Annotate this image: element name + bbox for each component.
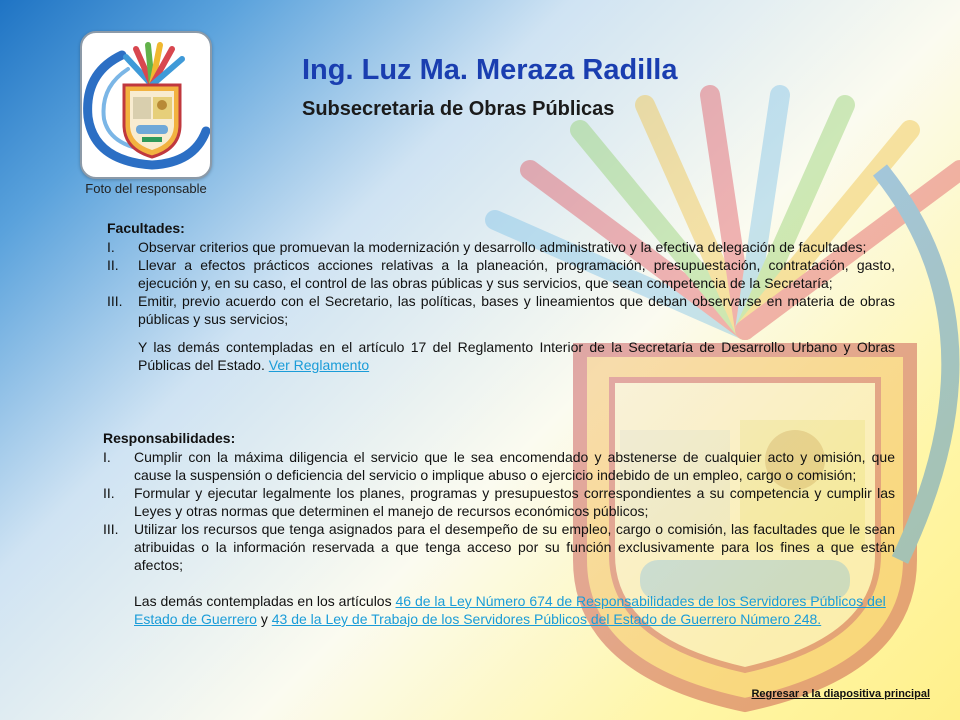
ver-reglamento-link[interactable]: Ver Reglamento (268, 357, 370, 373)
list-item (107, 292, 895, 328)
responsabilidades-closing (134, 592, 895, 628)
list-item-number: I. (107, 239, 115, 255)
facultades-list (107, 238, 895, 328)
list-item-number: II. (103, 485, 115, 501)
official-role: Subsecretaria de Obras Públicas (302, 98, 615, 120)
list-item (103, 484, 895, 520)
list-item (103, 520, 895, 574)
photo-caption: Foto del responsable (85, 181, 207, 196)
official-name: Ing. Luz Ma. Meraza Radilla (302, 54, 678, 86)
photo-frame (80, 31, 212, 179)
list-item-text: Utilizar los recursos que tenga asignados para el desempeño de su empleo, cargo o comisión, las facultades que le sean atribuidas o la información reservada a que tenga acceso por su función exclusivamente para los fines a que están afectos; (134, 521, 895, 573)
ley-248-link[interactable]: 43 de la Ley de Trabajo de los Servidores Públicos del Estado de Guerrero Número 248. (271, 611, 822, 627)
closing-conjunction: y (260, 611, 268, 627)
list-item-text: Cumplir con la máxima diligencia el servicio que le sea encomendado y abstenerse de cualquier acto y omisión, que cause la suspensión o deficiencia del servicio o implique abuso o ejercicio indebido de un empleo, cargo o comisión; (134, 449, 895, 483)
list-item (103, 448, 895, 484)
list-item-number: III. (107, 293, 123, 309)
facultades-closing-text: Y las demás contempladas en el artículo 17 del Reglamento Interior de la Secretaría de Desarrollo Urbano y Obras Públicas del Estado. (138, 339, 895, 373)
list-item-number: I. (103, 449, 111, 465)
ley-674-link[interactable]: 46 de la Ley Número 674 de Responsabilidades de los Servidores Públicos del Estado de Guerrero (134, 593, 886, 627)
list-item (107, 238, 895, 256)
list-item (107, 256, 895, 292)
list-item-number: II. (107, 257, 119, 273)
responsabilidades-heading: Responsabilidades: (103, 430, 236, 446)
list-item-number: III. (103, 521, 119, 537)
responsabilidades-closing-prefix: Las demás contempladas en los artículos (134, 593, 392, 609)
facultades-closing (138, 338, 895, 374)
list-item-text: Observar criterios que promuevan la modernización y desarrollo administrativo y la efectiva delegación de facultades; (138, 239, 867, 255)
responsabilidades-section (103, 429, 895, 628)
facultades-heading: Facultades: (107, 220, 185, 236)
list-item-text: Llevar a efectos prácticos acciones relativas a la planeación, programación, presupuestación, contratación, gasto, ejecución y, en su caso, el control de las obras públicas y sus servicios, que sean competencia de la Secretaría; (138, 257, 895, 291)
responsabilidades-list (103, 448, 895, 574)
back-to-main-slide-link[interactable]: Regresar a la diapositiva principal (751, 688, 930, 700)
list-item-text: Formular y ejecutar legalmente los planes, programas y presupuestos correspondientes a su competencia y cumplir las Leyes y otras normas que determinen el manejo de recursos económicos públicos; (134, 485, 895, 519)
list-item-text: Emitir, previo acuerdo con el Secretario, las políticas, bases y lineamientos que deban observarse en materia de obras públicas y sus servicios; (138, 293, 895, 327)
guerrero-state-crest-icon (82, 33, 210, 177)
facultades-section (107, 219, 895, 374)
